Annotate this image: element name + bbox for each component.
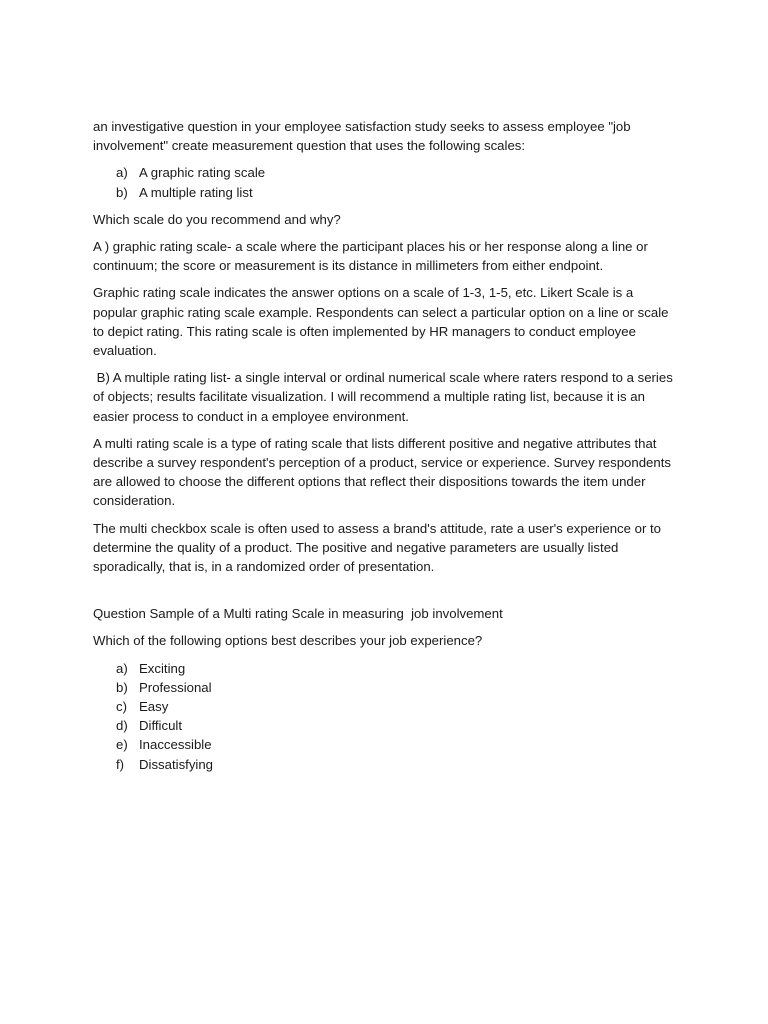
list-marker: b) [116, 184, 128, 200]
sample-heading: Question Sample of a Multi rating Scale in measuring job involvement [93, 606, 503, 622]
list-marker: b) [116, 679, 128, 695]
list-item-text: A graphic rating scale [139, 165, 266, 181]
answer-b-paragraph: B) A multiple rating list- a single interval or ordinal numerical scale where raters respond to a series of objects; results facilitate visualization. I will recommend a multiple rating list, because it is an easier process to conduct in a employee environment. [93, 370, 677, 424]
answer-a-paragraph: A ) graphic rating scale- a scale where the participant places his or her response along a line or continuum; the score or measurement is its distance in millimeters from either endpoint. [93, 239, 648, 274]
list-marker: e) [116, 737, 128, 753]
list-item [116, 697, 678, 716]
list-marker: a) [116, 165, 128, 181]
list-item [116, 755, 678, 774]
list-marker: a) [116, 660, 128, 676]
options-list [93, 659, 678, 774]
sample-question: Which of the following options best describes your job experience? [93, 633, 483, 649]
list-item [116, 183, 678, 202]
list-item-text: Dissatisfying [139, 756, 214, 772]
list-item [116, 678, 678, 697]
list-item [116, 716, 678, 735]
list-item [116, 659, 678, 678]
list-item-text: Professional [139, 679, 212, 695]
list-marker: c) [116, 699, 127, 715]
list-marker: f) [116, 756, 125, 772]
list-item-text: Exciting [139, 660, 186, 676]
list-item-text: Difficult [139, 718, 182, 734]
list-item-text: Inaccessible [139, 737, 212, 753]
recommend-question: Which scale do you recommend and why? [93, 211, 341, 227]
intro-paragraph: an investigative question in your employee satisfaction study seeks to assess employee "job involvement" create measurement question that uses the following scales: [93, 119, 631, 154]
list-item-text: Easy [139, 699, 169, 715]
list-item [116, 735, 678, 754]
multi-detail-paragraph-2: The multi checkbox scale is often used to assess a brand's attitude, rate a user's experience or to determine the quality of a product. The positive and negative parameters are usually listed sporadically, that is, in a randomized order of presentation. [93, 520, 662, 575]
list-item [116, 163, 678, 182]
list-item-text: A multiple rating list [139, 184, 253, 200]
scales-list [93, 163, 678, 201]
graphic-detail-paragraph: Graphic rating scale indicates the answer options on a scale of 1-3, 1-5, etc. Likert Scale is a popular graphic rating scale example. Respondents can select a particular option on a line or scale to depict rating. This rating scale is often implemented by HR managers to conduct employee evaluation. [93, 285, 669, 359]
multi-detail-paragraph-1: A multi rating scale is a type of rating scale that lists different positive and negative attributes that describe a survey respondent's perception of a product, service or experience. Survey respondents are allowed to choose the different options that reflect their dispositions towards the item under consideration. [93, 435, 671, 509]
list-marker: d) [116, 718, 128, 734]
